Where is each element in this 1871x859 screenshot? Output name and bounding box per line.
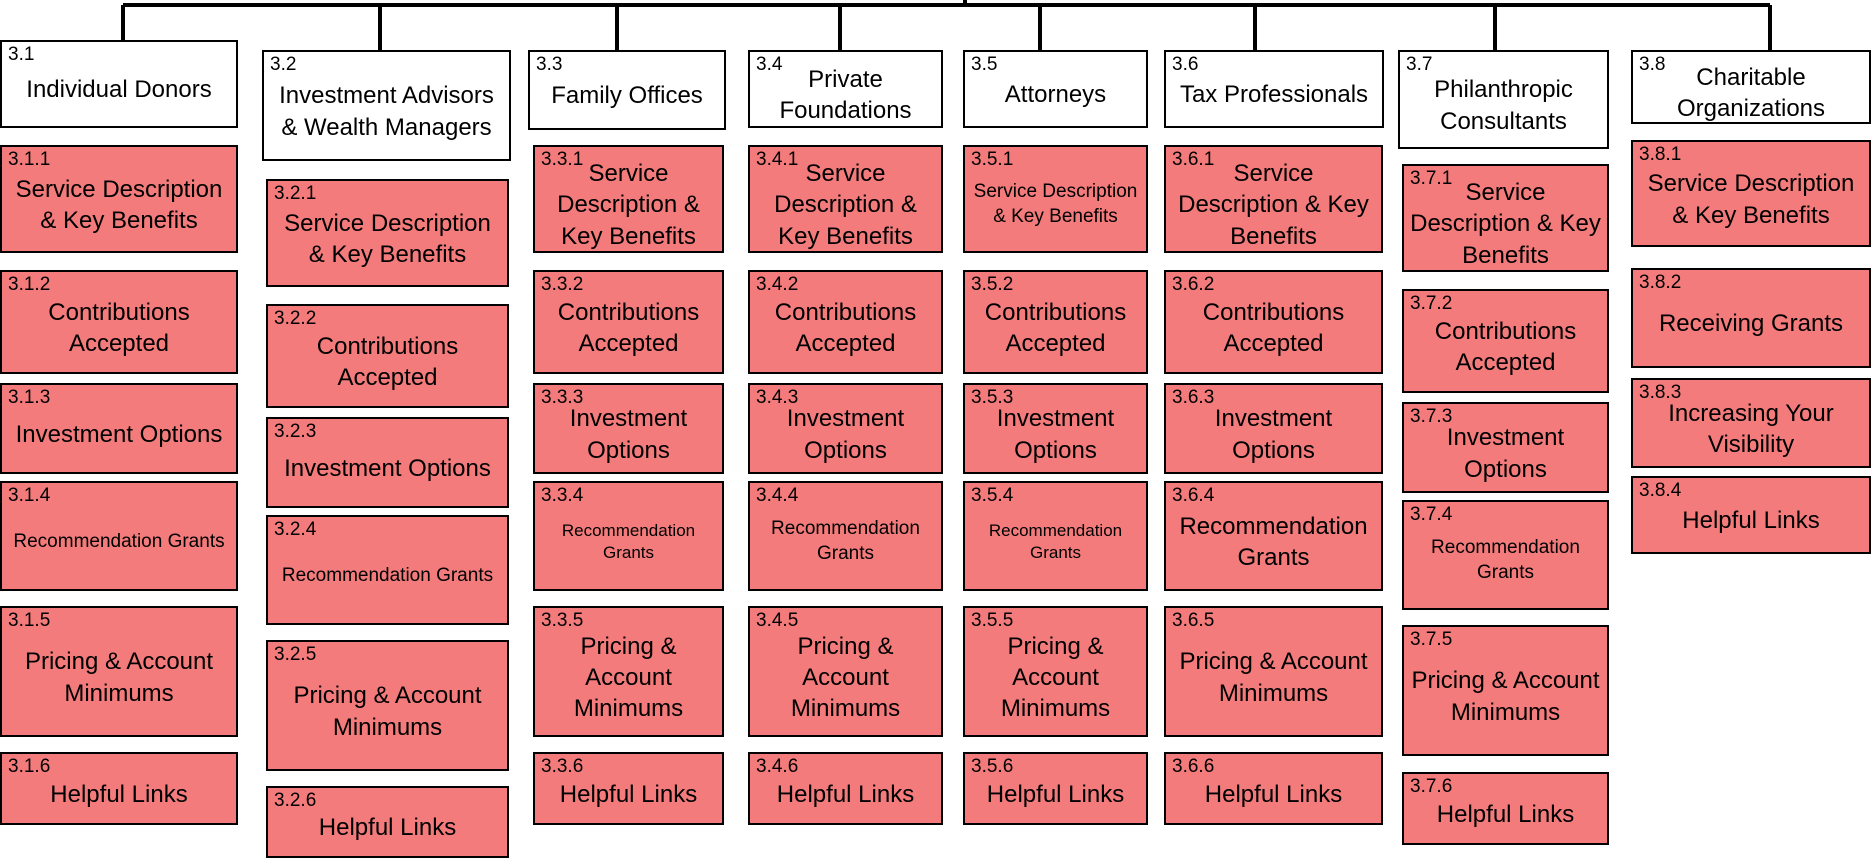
item-3-3-5[interactable] xyxy=(533,606,724,737)
item-number: 3.5.1 xyxy=(971,149,1014,170)
item-label: Investment Options xyxy=(1214,405,1333,464)
item-label: Contributions Accepted xyxy=(774,298,917,357)
item-label: Contributions Accepted xyxy=(1202,298,1345,357)
item-label: Investment Options xyxy=(284,454,491,482)
item-number: 3.1.3 xyxy=(8,387,51,408)
category-number: 3.3 xyxy=(536,54,563,75)
item-label: Helpful Links xyxy=(50,780,188,808)
category-number: 3.5 xyxy=(971,54,998,75)
item-number: 3.4.4 xyxy=(756,485,799,506)
item-label: Contributions Accepted xyxy=(984,298,1127,357)
item-label: Contributions Accepted xyxy=(316,332,459,391)
item-number: 3.8.2 xyxy=(1639,272,1682,293)
item-number: 3.6.4 xyxy=(1172,485,1215,506)
item-3-2-5[interactable] xyxy=(266,640,509,771)
item-label: Recommendation Grants xyxy=(1179,512,1368,571)
item-number: 3.7.4 xyxy=(1410,504,1453,525)
item-3-8-2[interactable] xyxy=(1631,268,1871,368)
item-3-7-1[interactable] xyxy=(1402,164,1609,272)
category-title: Private Foundations xyxy=(779,65,912,124)
item-number: 3.6.3 xyxy=(1172,387,1215,408)
item-3-6-5[interactable] xyxy=(1164,606,1383,737)
item-3-5-2[interactable] xyxy=(963,270,1148,374)
item-3-2-4[interactable] xyxy=(266,515,509,625)
item-label: Service Description & Key Benefits xyxy=(973,181,1138,227)
item-number: 3.4.5 xyxy=(756,610,799,631)
category-number: 3.1 xyxy=(8,44,35,65)
item-3-4-2[interactable] xyxy=(748,270,943,374)
item-3-3-4[interactable] xyxy=(533,481,724,591)
item-number: 3.3.1 xyxy=(541,149,584,170)
category-title: Tax Professionals xyxy=(1179,81,1369,109)
category-investment-advisors[interactable] xyxy=(262,50,511,161)
item-3-7-6[interactable] xyxy=(1402,772,1609,845)
category-number: 3.6 xyxy=(1172,54,1199,75)
item-label: Recommendation Grants xyxy=(1431,537,1580,583)
category-philanthropic-consultants[interactable] xyxy=(1398,50,1609,149)
category-title: Charitable Organizations xyxy=(1676,63,1826,122)
item-label: Pricing & Account Minimums xyxy=(790,632,901,723)
item-number: 3.2.2 xyxy=(274,308,317,329)
item-number: 3.4.6 xyxy=(756,756,799,777)
category-title: Investment Advisors & Wealth Managers xyxy=(279,82,494,141)
item-number: 3.5.5 xyxy=(971,610,1014,631)
item-3-5-1[interactable] xyxy=(963,145,1148,253)
item-label: Pricing & Account Minimums xyxy=(1179,648,1368,707)
item-label: Contributions Accepted xyxy=(557,298,700,357)
category-number: 3.7 xyxy=(1406,54,1433,75)
item-label: Investment Options xyxy=(786,405,905,464)
item-number: 3.8.4 xyxy=(1639,480,1682,501)
item-number: 3.1.6 xyxy=(8,756,51,777)
item-number: 3.3.6 xyxy=(541,756,584,777)
item-3-7-2[interactable] xyxy=(1402,289,1609,393)
item-number: 3.5.4 xyxy=(971,485,1014,506)
item-3-1-4[interactable] xyxy=(0,481,238,591)
item-number: 3.5.2 xyxy=(971,274,1014,295)
item-3-2-3[interactable] xyxy=(266,417,509,508)
item-number: 3.7.5 xyxy=(1410,629,1453,650)
item-label: Helpful Links xyxy=(1682,507,1820,535)
category-number: 3.2 xyxy=(270,54,297,75)
item-3-7-5[interactable] xyxy=(1402,625,1609,756)
category-title: Individual Donors xyxy=(26,76,212,104)
item-number: 3.2.5 xyxy=(274,644,317,665)
item-number: 3.2.3 xyxy=(274,421,317,442)
item-label: Contributions Accepted xyxy=(48,298,190,357)
item-number: 3.3.4 xyxy=(541,485,584,506)
item-label: Pricing & Account Minimums xyxy=(1411,667,1600,726)
item-label: Pricing & Account Minimums xyxy=(573,632,684,723)
category-number: 3.8 xyxy=(1639,54,1666,75)
item-3-4-5[interactable] xyxy=(748,606,943,737)
item-label: Service Description & Key Benefits xyxy=(1647,170,1855,229)
item-label: Investment Options xyxy=(569,405,688,464)
item-label: Recommendation Grants xyxy=(988,520,1123,562)
item-label: Service Description & Key Benefits xyxy=(1410,179,1601,269)
item-label: Helpful Links xyxy=(776,780,915,808)
item-label: Service Description & Key Benefits xyxy=(284,209,491,268)
category-charitable-organizations[interactable] xyxy=(1631,50,1871,124)
item-label: Service Description & Key Benefits xyxy=(557,160,700,250)
item-number: 3.6.5 xyxy=(1172,610,1215,631)
item-number: 3.8.3 xyxy=(1639,382,1682,403)
item-label: Recommendation Grants xyxy=(13,530,225,552)
category-title: Attorneys xyxy=(1004,81,1107,109)
item-3-1-2[interactable] xyxy=(0,270,238,374)
item-label: Increasing Your Visibility xyxy=(1668,399,1834,458)
item-label: Investment Options xyxy=(996,405,1115,464)
item-label: Helpful Links xyxy=(986,780,1125,808)
item-label: Contributions Accepted xyxy=(1434,317,1577,376)
item-3-3-6[interactable] xyxy=(533,752,724,825)
item-number: 3.3.3 xyxy=(541,387,584,408)
category-attorneys[interactable] xyxy=(963,50,1148,128)
item-label: Receiving Grants xyxy=(1658,310,1844,338)
item-3-4-6[interactable] xyxy=(748,752,943,825)
item-3-6-6[interactable] xyxy=(1164,752,1383,825)
item-number: 3.8.1 xyxy=(1639,144,1682,165)
item-3-5-3[interactable] xyxy=(963,383,1148,474)
item-number: 3.3.2 xyxy=(541,274,584,295)
item-number: 3.1.5 xyxy=(8,610,51,631)
item-3-1-5[interactable] xyxy=(0,606,238,737)
item-3-1-1[interactable] xyxy=(0,145,238,253)
item-3-4-4[interactable] xyxy=(748,481,943,591)
item-3-7-3[interactable] xyxy=(1402,402,1609,493)
item-number: 3.3.5 xyxy=(541,610,584,631)
item-3-6-2[interactable] xyxy=(1164,270,1383,374)
item-number: 3.4.3 xyxy=(756,387,799,408)
item-label: Recommendation Grants xyxy=(771,518,920,564)
category-title: Family Offices xyxy=(551,82,703,110)
item-3-2-2[interactable] xyxy=(266,304,509,408)
category-title: Philanthropic Consultants xyxy=(1434,76,1573,135)
item-label: Service Description & Key Benefits xyxy=(15,175,223,234)
item-number: 3.1.2 xyxy=(8,274,51,295)
item-number: 3.5.6 xyxy=(971,756,1014,777)
item-3-3-2[interactable] xyxy=(533,270,724,374)
item-number: 3.2.1 xyxy=(274,183,317,204)
item-label: Helpful Links xyxy=(1436,800,1575,828)
item-number: 3.5.3 xyxy=(971,387,1014,408)
category-number: 3.4 xyxy=(756,54,783,75)
item-3-8-4[interactable] xyxy=(1631,476,1871,554)
item-3-8-3[interactable] xyxy=(1631,378,1871,468)
item-3-8-1[interactable] xyxy=(1631,140,1871,247)
item-3-1-3[interactable] xyxy=(0,383,238,474)
item-label: Service Description & Key Benefits xyxy=(1178,160,1369,250)
item-label: Helpful Links xyxy=(318,814,457,842)
category-tax-professionals[interactable] xyxy=(1164,50,1384,128)
item-3-6-3[interactable] xyxy=(1164,383,1383,474)
item-3-2-6[interactable] xyxy=(266,786,509,858)
item-3-2-1[interactable] xyxy=(266,179,509,287)
item-3-4-1[interactable] xyxy=(748,145,943,253)
item-label: Investment Options xyxy=(15,420,223,448)
item-label: Recommendation Grants xyxy=(561,520,696,562)
item-label: Helpful Links xyxy=(559,780,698,808)
item-3-4-3[interactable] xyxy=(748,383,943,474)
item-3-3-1[interactable] xyxy=(533,145,724,253)
item-number: 3.2.4 xyxy=(274,519,317,540)
item-3-5-4[interactable] xyxy=(963,481,1148,591)
item-number: 3.6.1 xyxy=(1172,149,1215,170)
item-label: Helpful Links xyxy=(1204,780,1343,808)
item-3-3-3[interactable] xyxy=(533,383,724,474)
category-individual-donors[interactable] xyxy=(0,40,238,128)
item-3-5-6[interactable] xyxy=(963,752,1148,825)
item-number: 3.7.6 xyxy=(1410,776,1453,797)
category-private-foundations[interactable] xyxy=(748,50,943,128)
item-3-5-5[interactable] xyxy=(963,606,1148,737)
item-number: 3.6.2 xyxy=(1172,274,1215,295)
item-3-1-6[interactable] xyxy=(0,752,238,825)
item-number: 3.4.1 xyxy=(756,149,799,170)
item-label: Service Description & Key Benefits xyxy=(774,160,917,250)
item-number: 3.1.4 xyxy=(8,485,51,506)
item-number: 3.2.6 xyxy=(274,790,317,811)
item-3-7-4[interactable] xyxy=(1402,500,1609,610)
item-number: 3.6.6 xyxy=(1172,756,1215,777)
item-label: Pricing & Account Minimums xyxy=(1000,632,1111,723)
category-family-offices[interactable] xyxy=(528,50,726,130)
item-label: Recommendation Grants xyxy=(281,564,494,586)
item-3-6-4[interactable] xyxy=(1164,481,1383,591)
item-label: Pricing & Account Minimums xyxy=(24,648,214,707)
item-number: 3.7.2 xyxy=(1410,293,1453,314)
item-label: Investment Options xyxy=(1446,424,1565,483)
item-3-6-1[interactable] xyxy=(1164,145,1383,253)
item-label: Pricing & Account Minimums xyxy=(293,682,482,741)
item-number: 3.7.3 xyxy=(1410,406,1453,427)
item-number: 3.7.1 xyxy=(1410,168,1453,189)
item-number: 3.4.2 xyxy=(756,274,799,295)
item-number: 3.1.1 xyxy=(8,149,51,170)
